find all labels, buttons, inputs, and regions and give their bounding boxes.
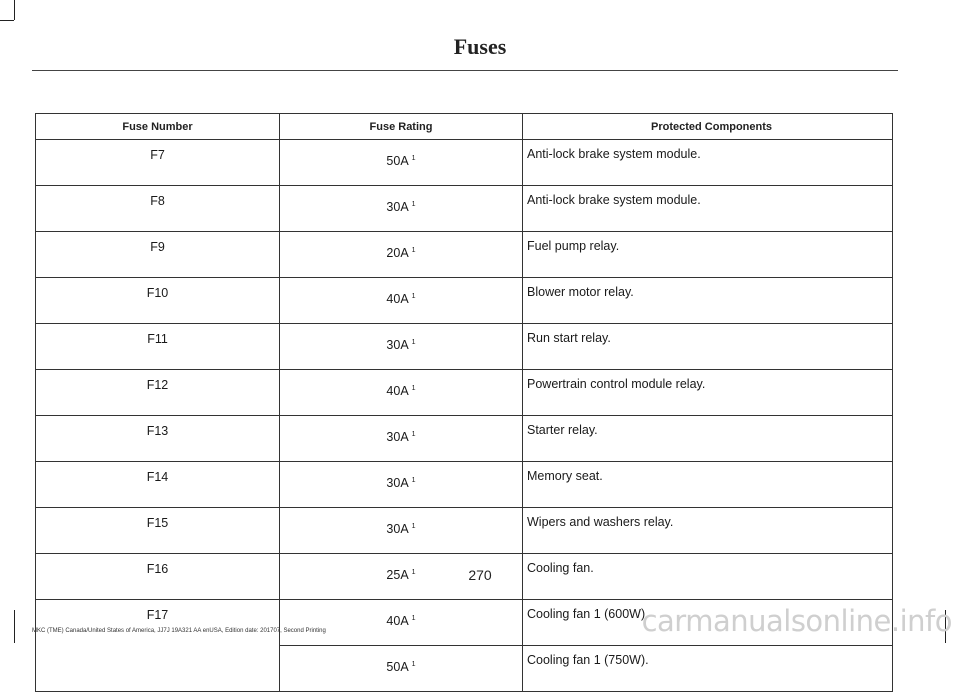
cell-fuse-number: F11 [36, 324, 280, 370]
cell-protected-component: Anti-lock brake system module. [523, 186, 893, 232]
table-row [36, 232, 893, 278]
table-row [36, 278, 893, 324]
cell-fuse-rating [280, 140, 523, 186]
page-number: 270 [468, 567, 492, 583]
cell-fuse-number: F9 [36, 232, 280, 278]
rating-value: 25A [386, 568, 409, 582]
cell-fuse-number: F8 [36, 186, 280, 232]
footnote-marker: 1 [411, 292, 416, 300]
footnote-marker: 1 [411, 614, 416, 622]
rating-value: 50A [386, 660, 409, 674]
cell-fuse-number: F7 [36, 140, 280, 186]
cell-protected-component: Wipers and washers relay. [523, 508, 893, 554]
footer-text: MKC (TME) Canada/United States of America, JJ7J 19A321 AA enUSA, Edition date: 201707, Second Printing [32, 628, 326, 634]
cell-fuse-number [36, 646, 280, 692]
cell-fuse-rating [280, 646, 523, 692]
cell-protected-component: Cooling fan 1 (750W). [523, 646, 893, 692]
crop-mark [14, 610, 15, 643]
cell-fuse-rating [280, 416, 523, 462]
rating-value: 20A [386, 246, 409, 260]
table-row [36, 186, 893, 232]
cell-fuse-rating [280, 324, 523, 370]
cell-protected-component: Cooling fan 1 (600W). [523, 600, 893, 646]
column-header-protected-components: Protected Components [523, 114, 893, 140]
page-title: Fuses [453, 34, 507, 59]
cell-fuse-rating [280, 600, 523, 646]
column-header-fuse-number: Fuse Number [36, 114, 280, 140]
cell-fuse-rating [280, 232, 523, 278]
footnote-marker: 1 [411, 200, 416, 208]
footnote-marker: 1 [411, 154, 416, 162]
rating-value: 40A [386, 292, 409, 306]
watermark: carmanualsonline.info [641, 604, 952, 638]
cell-protected-component: Blower motor relay. [523, 278, 893, 324]
footnote-marker: 1 [411, 338, 416, 346]
table-row [36, 370, 893, 416]
cell-fuse-rating [280, 278, 523, 324]
column-header-fuse-rating: Fuse Rating [280, 114, 523, 140]
rating-value: 40A [386, 384, 409, 398]
cell-protected-component: Cooling fan. [523, 554, 893, 600]
footnote-marker: 1 [411, 660, 416, 668]
cell-protected-component: Run start relay. [523, 324, 893, 370]
rating-value: 30A [386, 338, 409, 352]
table-row [36, 508, 893, 554]
cell-protected-component: Starter relay. [523, 416, 893, 462]
table-row [36, 462, 893, 508]
table-row [36, 416, 893, 462]
rating-value: 50A [386, 154, 409, 168]
rating-value: 30A [386, 200, 409, 214]
table-row [36, 324, 893, 370]
table-row [36, 140, 893, 186]
cell-fuse-rating [280, 186, 523, 232]
footnote-marker: 1 [411, 384, 416, 392]
cell-fuse-rating [280, 508, 523, 554]
rating-value: 30A [386, 522, 409, 536]
cell-fuse-number: F13 [36, 416, 280, 462]
footnote-marker: 1 [411, 568, 416, 576]
crop-mark [0, 20, 14, 21]
cell-fuse-number: F12 [36, 370, 280, 416]
cell-fuse-rating [280, 462, 523, 508]
cell-protected-component: Fuel pump relay. [523, 232, 893, 278]
cell-protected-component: Anti-lock brake system module. [523, 140, 893, 186]
footnote-marker: 1 [411, 430, 416, 438]
header-divider [32, 70, 898, 71]
cell-fuse-number: F10 [36, 278, 280, 324]
rating-value: 30A [386, 430, 409, 444]
rating-value: 30A [386, 476, 409, 490]
footnote-marker: 1 [411, 246, 416, 254]
cell-fuse-rating [280, 370, 523, 416]
footnote-marker: 1 [411, 476, 416, 484]
footnote-marker: 1 [411, 522, 416, 530]
cell-fuse-number: F17 [36, 600, 280, 646]
table-header-row [36, 114, 893, 140]
cell-fuse-number: F14 [36, 462, 280, 508]
table-row [36, 646, 893, 692]
rating-value: 40A [386, 614, 409, 628]
cell-protected-component: Powertrain control module relay. [523, 370, 893, 416]
cell-fuse-number: F16 [36, 554, 280, 600]
cell-fuse-number: F15 [36, 508, 280, 554]
cell-protected-component: Memory seat. [523, 462, 893, 508]
crop-mark [14, 0, 15, 20]
